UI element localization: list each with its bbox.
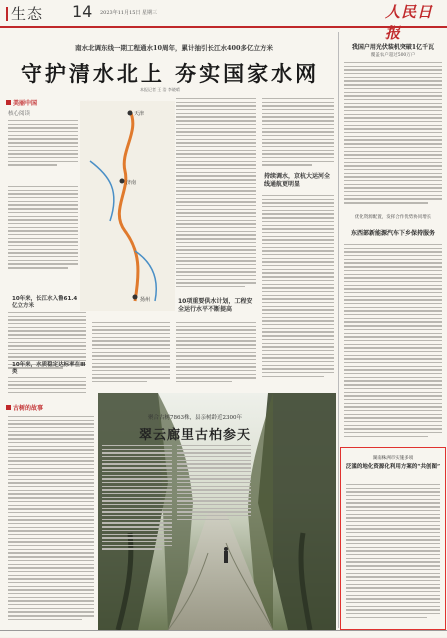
main-kicker: 南水北调东线一期工程通水10周年，累计抽引长江水400多亿立方米	[74, 44, 274, 52]
column-rule	[338, 32, 339, 628]
box-kicker: 湖南株洲市实施多项	[372, 456, 414, 461]
right-top-subhead: 覆盖农户超过500万户	[370, 53, 416, 58]
mid-body-text-2	[176, 322, 256, 388]
subhead-4: 持续调水，京杭大运河全线通航更明显	[264, 173, 331, 188]
left-body-text	[8, 186, 78, 274]
right-top-headline: 我国户用光伏装机突破1亿千瓦	[351, 44, 435, 51]
tree-caption-kicker: 聚合古树7863株，县亲树龄近2300年	[148, 415, 242, 421]
map-label-jinan: 济南	[126, 180, 137, 186]
right-mid-headline: 东西部新能源汽车下乡保持服务	[350, 230, 435, 237]
mid-right-body-text	[262, 98, 334, 170]
tree-story-tag: 古树的故事	[6, 403, 43, 412]
main-headline: 守护清水北上 夯实国家水网	[20, 62, 320, 86]
subhead-1: 10年来，长江水入鲁61.4亿立方米	[12, 296, 78, 309]
main-byline: 本报记者 王 浩 李晓晴	[140, 87, 180, 92]
map-point-tianjin	[128, 111, 133, 116]
map-label-yangzhou: 扬州	[140, 297, 151, 303]
walking-person	[224, 551, 228, 563]
subhead-3: 10项重要供水计划，工程安全运行水平不断提高	[178, 298, 253, 313]
center-body-text	[92, 322, 170, 388]
right-top-body	[344, 62, 442, 210]
issue-date: 2023年11月15日 星期三	[100, 10, 158, 16]
subhead-2: 10年来，水质稳定达标率在Ⅲ类	[12, 362, 86, 375]
column-tag: 美丽中国	[6, 98, 37, 107]
section-label: 生态	[6, 3, 43, 24]
page-header	[0, 0, 447, 42]
lead-text-block	[8, 120, 78, 180]
tree-overlay-text-right	[177, 445, 251, 525]
page-number: 14	[72, 2, 93, 21]
map-point-jinan	[120, 179, 125, 184]
tree-caption-title: 翠云廊里古柏参天	[138, 428, 251, 443]
map-label-tianjin: 天津	[134, 111, 145, 117]
right-mid-body	[344, 244, 442, 442]
box-headline: 泛滥的地化资源化利用方案的“共创图”	[345, 464, 441, 470]
left-body-text-3	[8, 377, 86, 399]
tree-story-text	[8, 416, 94, 626]
paper-logo: 人民日报	[385, 3, 434, 42]
box-body-text	[346, 484, 440, 624]
mid-body-text	[176, 98, 256, 293]
water-route-map	[80, 101, 175, 311]
tree-overlay-text-left	[102, 445, 172, 555]
lead-subhead: 核心阅读	[8, 111, 31, 117]
mid-right-body-text-2	[262, 195, 334, 383]
map-point-yangzhou	[133, 295, 138, 300]
right-mid-kicker: 优化资源配置，发挥合作优势协同增长	[354, 215, 432, 220]
